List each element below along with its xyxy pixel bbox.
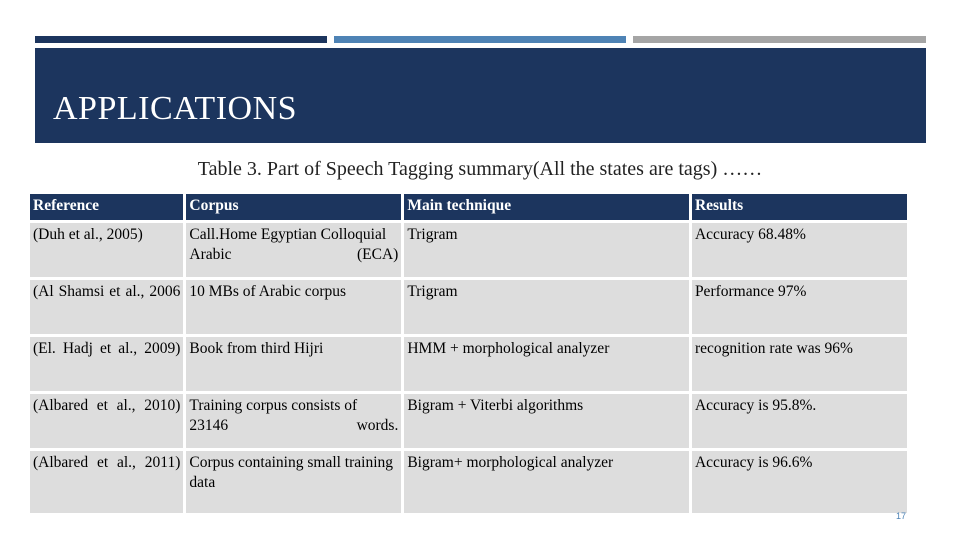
cell-technique: Bigram + Viterbi algorithms: [404, 394, 689, 448]
table-caption: Table 3. Part of Speech Tagging summary(All the states are tags) ……: [197, 158, 763, 180]
cell-technique: Trigram: [404, 280, 689, 334]
cell-technique: Bigram+ morphological analyzer: [404, 451, 689, 513]
table-row: [30, 394, 907, 448]
title-band: [35, 48, 926, 143]
cell-reference: (El. Hadj et al., 2009): [30, 337, 183, 391]
accent-bar-mid-blue: [334, 36, 626, 43]
cell-corpus: Book from third Hijri: [186, 337, 401, 391]
cell-result: Accuracy is 95.8%.: [692, 394, 907, 448]
cell-technique: HMM + morphological analyzer: [404, 337, 689, 391]
cell-result: Performance 97%: [692, 280, 907, 334]
header-corpus: Corpus: [186, 194, 401, 220]
cell-corpus: 10 MBs of Arabic corpus: [186, 280, 401, 334]
cell-result: recognition rate was 96%: [692, 337, 907, 391]
table-row: [30, 280, 907, 334]
cell-corpus: Training corpus consists of 23146 words.: [186, 394, 401, 448]
table-row: [30, 223, 907, 277]
header-main-technique: Main technique: [404, 194, 689, 220]
accent-bar-dark-blue: [35, 36, 327, 43]
slide-title: APPLICATIONS: [53, 90, 298, 127]
cell-corpus: Corpus containing small training data: [186, 451, 401, 513]
cell-result: Accuracy is 96.6%: [692, 451, 907, 513]
table-row: [30, 451, 907, 513]
cell-reference: (Duh et al., 2005): [30, 223, 183, 277]
cell-reference: (Albared et al., 2011): [30, 451, 183, 513]
cell-result: Accuracy 68.48%: [692, 223, 907, 277]
cell-reference: (Albared et al., 2010): [30, 394, 183, 448]
table-header-row: [30, 194, 907, 220]
cell-reference: (Al Shamsi et al., 2006: [30, 280, 183, 334]
page-number: 17: [895, 511, 906, 521]
cell-corpus: Call.Home Egyptian Colloquial Arabic (ECA): [186, 223, 401, 277]
pos-tagging-summary-table: [27, 191, 910, 516]
cell-technique: Trigram: [404, 223, 689, 277]
header-results: Results: [692, 194, 907, 220]
accent-bar-gray: [633, 36, 926, 43]
header-reference: Reference: [30, 194, 183, 220]
table-row: [30, 337, 907, 391]
